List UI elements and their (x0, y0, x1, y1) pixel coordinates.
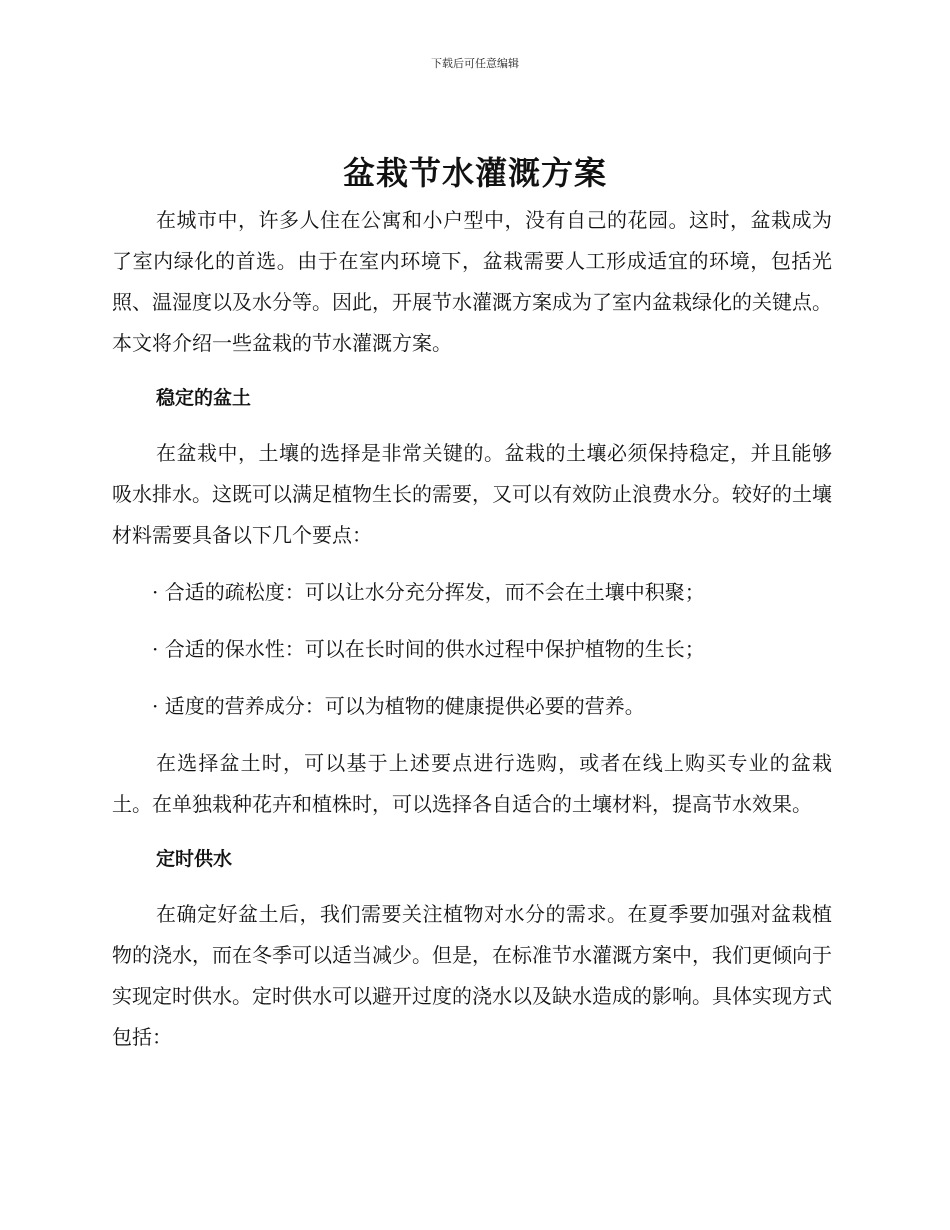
document-body (112, 200, 832, 1058)
header-note: 下载后可任意编辑 (431, 57, 519, 70)
document-title: 盆栽节水灌溉方案 (342, 154, 607, 192)
watering-paragraph-1: 在确定好盆土后，我们需要关注植物对水分的需求。在夏季要加强对盆栽植物的浇水，而在冬季可以适当减少。但是，在标准节水灌溉方案中，我们更倾向于实现定时供水。定时供水可以避开过度的浇水以及缺水造成的影响。具体实现方式包括： (112, 902, 832, 1049)
soil-bullet-3: · 适度的营养成分：可以为植物的健康提供必要的营养。 (152, 694, 645, 718)
soil-paragraph-2: 在选择盆土时，可以基于上述要点进行选购，或者在线上购买专业的盆栽土。在单独栽种花卉和植株时，可以选择各自适合的土壤材料，提高节水效果。 (112, 751, 832, 816)
soil-bullet-2: · 合适的保水性：可以在长时间的供水过程中保护植物的生长； (152, 637, 705, 661)
section-heading-watering: 定时供水 (156, 848, 233, 870)
soil-bullet-1: · 合适的疏松度：可以让水分充分挥发，而不会在土壤中积聚； (152, 580, 705, 604)
soil-paragraph-1: 在盆栽中，土壤的选择是非常关键的。盆栽的土壤必须保持稳定，并且能够吸水排水。这既可以满足植物生长的需要，又可以有效防止浪费水分。较好的土壤材料需要具备以下几个要点： (112, 441, 832, 547)
intro-paragraph: 在城市中，许多人住在公寓和小户型中，没有自己的花园。这时，盆栽成为了室内绿化的首选。由于在室内环境下，盆栽需要人工形成适宜的环境，包括光照、温湿度以及水分等。因此，开展节水灌溉方案成为了室内盆栽绿化的关键点。本文将介绍一些盆栽的节水灌溉方案。 (112, 208, 832, 355)
section-heading-soil: 稳定的盆土 (156, 387, 252, 409)
